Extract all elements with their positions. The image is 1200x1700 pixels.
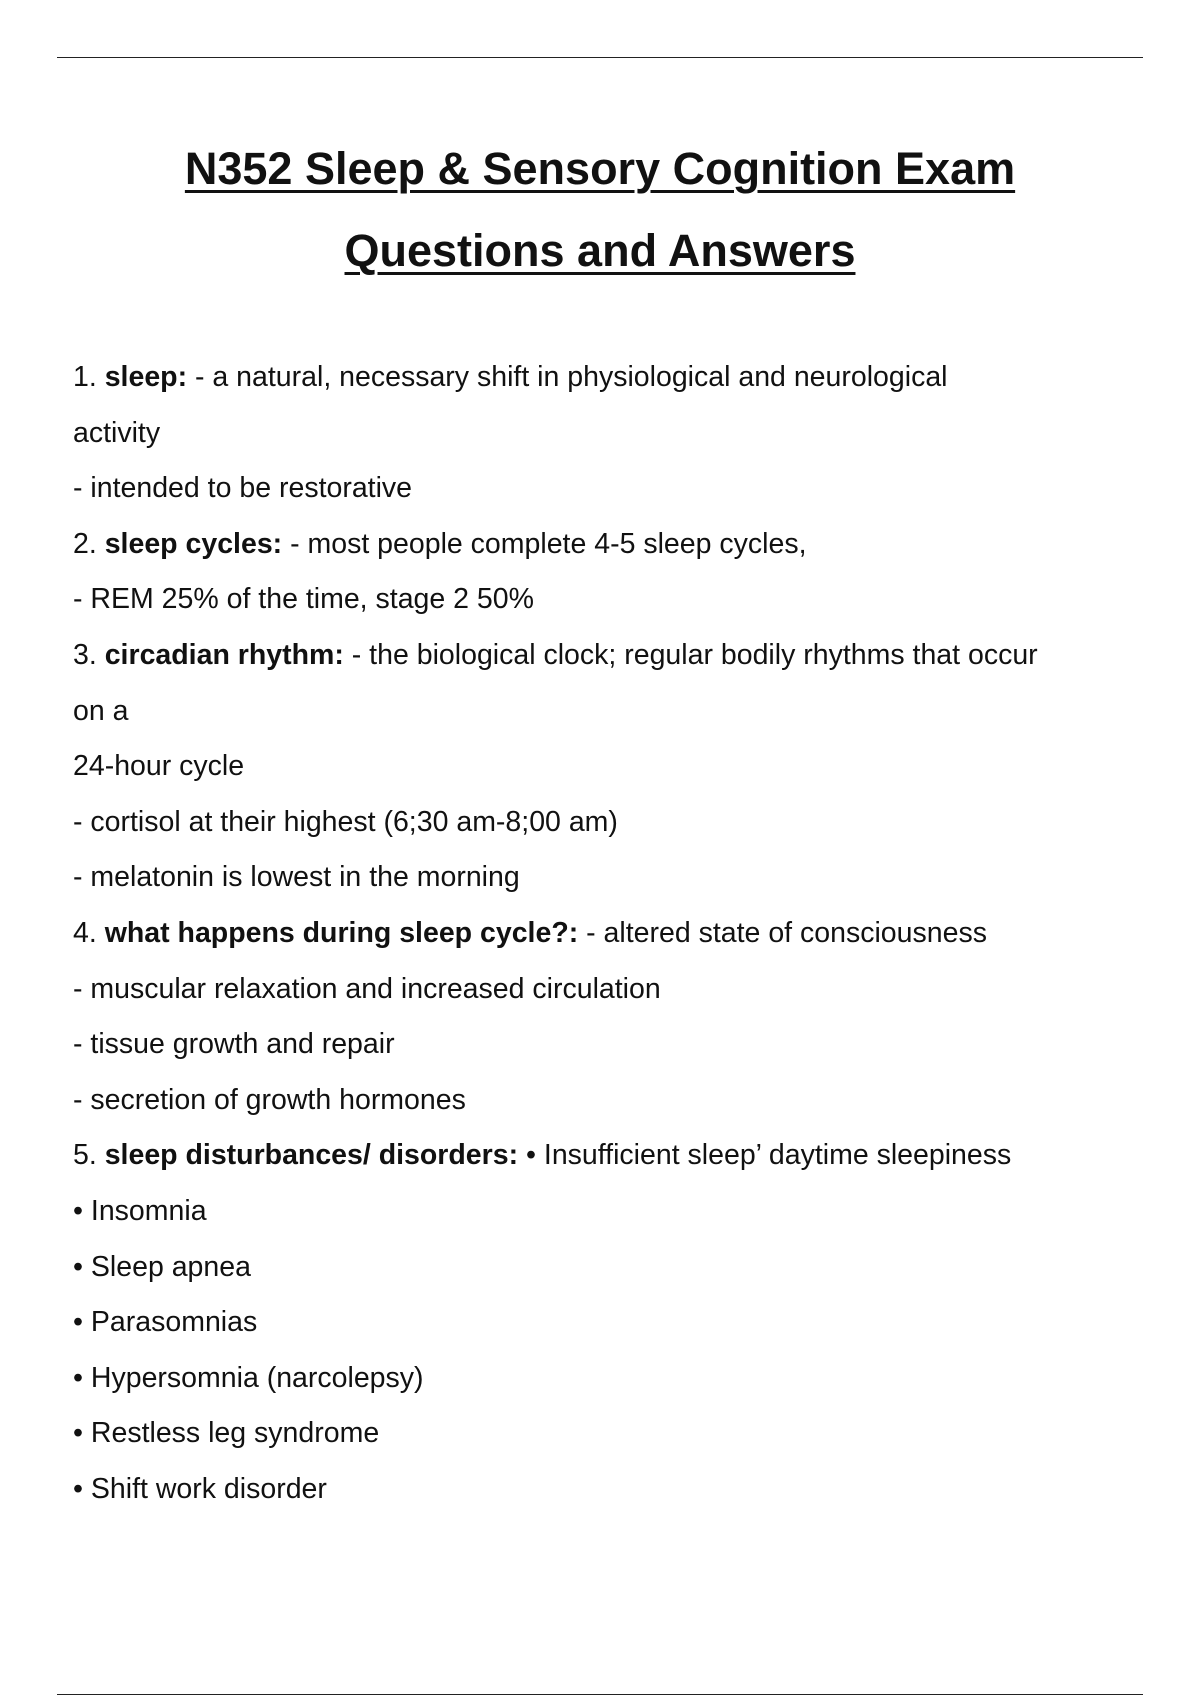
answer-line: activity <box>73 416 161 449</box>
question-answer: • Insufficient sleep’ daytime sleepiness <box>518 1139 1012 1172</box>
answer-line: • Parasomnias <box>73 1306 258 1339</box>
answer-line: • Insomnia <box>73 1194 207 1227</box>
question-1-heading <box>73 350 1173 406</box>
question-3-heading <box>73 628 1173 684</box>
question-answer: - altered state of consciousness <box>578 916 987 949</box>
answer-line: 24-hour cycle <box>73 750 245 783</box>
answer-line: - melatonin is lowest in the morning <box>73 861 520 894</box>
answer-line: - intended to be restorative <box>73 472 413 505</box>
question-term: what happens during sleep cycle?: <box>104 916 579 949</box>
question-4-heading <box>73 906 1173 962</box>
question-answer: - a natural, necessary shift in physiological and neurological <box>187 361 948 393</box>
question-number: 4. <box>73 916 97 949</box>
answer-line: - secretion of growth hormones <box>73 1083 466 1116</box>
answer-line: on a <box>73 694 129 727</box>
answer-line: - REM 25% of the time, stage 2 50% <box>73 583 534 616</box>
answer-line: - muscular relaxation and increased circulation <box>73 972 661 1005</box>
question-term: circadian rhythm: <box>104 638 344 671</box>
question-5-heading <box>73 1128 1173 1184</box>
question-number: 1. <box>73 361 97 393</box>
title-line-2: Questions and Answers <box>344 225 856 276</box>
question-number: 5. <box>73 1139 97 1172</box>
answer-line: • Hypersomnia (narcolepsy) <box>73 1361 424 1394</box>
document-title <box>0 128 1200 292</box>
question-term: sleep disturbances/ disorders: <box>104 1139 519 1172</box>
answer-line: • Shift work disorder <box>73 1472 327 1505</box>
answer-line: • Restless leg syndrome <box>73 1417 380 1450</box>
question-answer: - the biological clock; regular bodily rhythms that occur <box>343 638 1038 671</box>
question-number: 3. <box>73 638 97 671</box>
title-line-1: N352 Sleep & Sensory Cognition Exam <box>184 143 1016 194</box>
question-term: sleep cycles: <box>104 527 283 560</box>
answer-line: • Sleep apnea <box>73 1250 251 1283</box>
question-number: 2. <box>73 527 97 560</box>
question-term: sleep: <box>104 361 188 393</box>
top-divider <box>57 57 1143 58</box>
question-2-heading <box>73 517 1173 573</box>
answer-line: - tissue growth and repair <box>73 1028 395 1061</box>
qa-list <box>73 350 1173 1517</box>
question-answer: - most people complete 4-5 sleep cycles, <box>282 527 807 560</box>
answer-line: - cortisol at their highest (6;30 am-8;00 am) <box>73 805 618 838</box>
bottom-divider <box>57 1694 1143 1695</box>
